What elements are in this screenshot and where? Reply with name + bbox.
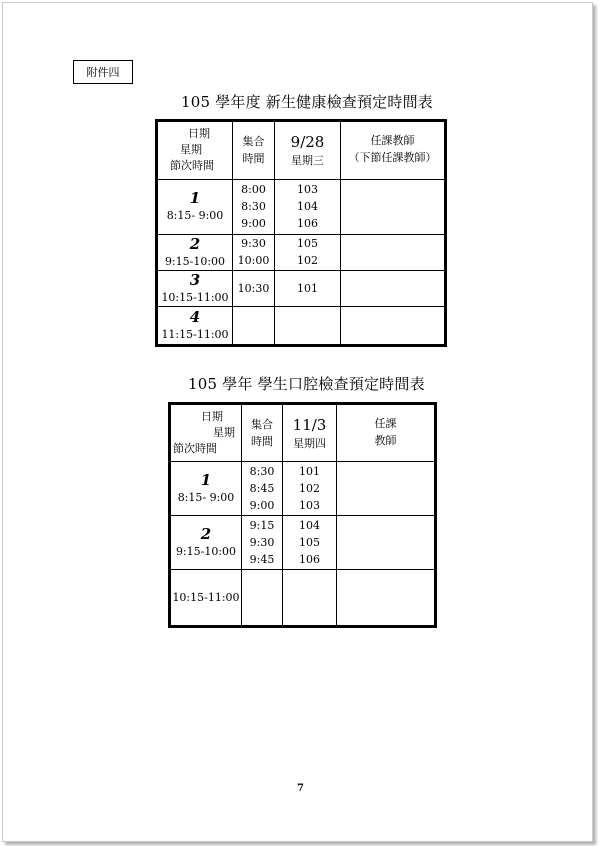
header-corner-cell (157, 121, 233, 180)
header-corner-cell (170, 404, 242, 462)
gather-time-cell (233, 307, 275, 346)
period-time: 9:15-10:00 (164, 254, 226, 268)
table-header-row (170, 404, 436, 462)
gather-time-cell (233, 270, 275, 306)
class-number: 103 (297, 183, 318, 197)
gather-time-header: 集合 時間 (242, 404, 283, 462)
gather-time: 8:30 (241, 200, 266, 214)
gather-time-cell (233, 234, 275, 270)
period-time: 8:15- 9:00 (177, 491, 235, 504)
exam-weekday: 星期三 (291, 153, 324, 167)
gather-time-cell (233, 179, 275, 234)
attachment-label: 附件四 (73, 60, 133, 84)
teacher-cell (341, 234, 446, 270)
period-label: 節次時間 (170, 159, 214, 173)
date-header (283, 404, 337, 462)
class-cell (275, 179, 341, 234)
class-number: 104 (299, 519, 320, 532)
table1-title: 105 學年度 新生健康檢查預定時間表 (181, 93, 433, 111)
class-number: 101 (297, 282, 318, 296)
class-number: 106 (299, 553, 320, 566)
period-number: 3 (189, 271, 201, 290)
page (2, 2, 593, 842)
table-row (170, 516, 436, 570)
period-cell (157, 179, 233, 234)
class-number: 102 (297, 254, 318, 268)
gather-time: 8:45 (249, 482, 275, 495)
period-time: 9:15-10:00 (175, 545, 237, 558)
table-row (157, 179, 446, 234)
class-cell (283, 462, 337, 516)
teacher-header: 任課教師 （下節任課教師） (341, 121, 446, 180)
table1-body (157, 179, 446, 345)
gather-time-cell (242, 516, 283, 570)
class-number: 106 (297, 217, 318, 231)
gather-time: 9:30 (241, 237, 266, 251)
gather-time: 9:15 (249, 519, 275, 532)
gather-time-cell (242, 462, 283, 516)
period-time: 10:15-11:00 (161, 291, 229, 305)
class-cell (283, 516, 337, 570)
weekday-label: 星期 (180, 143, 202, 157)
period-time: 10:15-11:00 (172, 591, 240, 604)
period-cell (170, 516, 242, 570)
health-check-table (155, 119, 447, 347)
gather-time-cell (242, 570, 283, 627)
teacher-cell (337, 570, 436, 627)
gather-time: 8:30 (249, 465, 275, 478)
weekday-label: 星期 (213, 426, 235, 439)
teacher-cell (337, 516, 436, 570)
date-label: 日期 (201, 410, 223, 423)
table-row (157, 307, 446, 346)
period-number: 1 (200, 471, 212, 489)
class-number: 105 (297, 237, 318, 251)
class-cell (275, 270, 341, 306)
gather-time: 9:30 (249, 536, 275, 549)
class-number: 105 (299, 536, 320, 549)
teacher-header: 任課 教師 (337, 404, 436, 462)
period-number: 2 (189, 234, 201, 253)
class-number: 101 (299, 465, 320, 478)
teacher-cell (341, 270, 446, 306)
table-row (157, 234, 446, 270)
date-label: 日期 (188, 127, 210, 141)
period-time: 11:15-11:00 (161, 328, 229, 342)
page-number: 7 (297, 783, 304, 794)
table2-title: 105 學年 學生口腔檢查預定時間表 (188, 375, 425, 393)
exam-date: 11/3 (292, 415, 327, 434)
table-row (170, 570, 436, 627)
table-header-row (157, 121, 446, 180)
period-label: 節次時間 (173, 442, 217, 455)
gather-time-header: 集合 時間 (233, 121, 275, 180)
class-cell (275, 234, 341, 270)
date-header (275, 121, 341, 180)
period-time: 8:15- 9:00 (166, 209, 224, 223)
period-cell (157, 270, 233, 306)
table-row (157, 270, 446, 306)
gather-time: 10:30 (237, 282, 270, 296)
exam-weekday: 星期四 (293, 436, 326, 450)
gather-time: 9:00 (249, 499, 275, 512)
exam-date: 9/28 (290, 132, 325, 151)
class-cell (275, 307, 341, 346)
class-cell (283, 570, 337, 627)
period-number: 4 (189, 308, 201, 327)
period-cell (157, 307, 233, 346)
class-number: 102 (299, 482, 320, 495)
class-number: 103 (299, 499, 320, 512)
period-cell (157, 234, 233, 270)
class-number: 104 (297, 200, 318, 214)
gather-time: 10:00 (237, 254, 270, 268)
period-number: 1 (189, 189, 201, 208)
period-number: 2 (200, 525, 212, 543)
teacher-cell (341, 179, 446, 234)
teacher-cell (341, 307, 446, 346)
table2-body (170, 462, 436, 627)
period-cell (170, 570, 242, 627)
period-cell (170, 462, 242, 516)
gather-time: 9:45 (249, 553, 275, 566)
gather-time: 9:00 (241, 217, 266, 231)
table-row (170, 462, 436, 516)
oral-check-table (168, 402, 437, 628)
teacher-cell (337, 462, 436, 516)
gather-time: 8:00 (241, 183, 266, 197)
